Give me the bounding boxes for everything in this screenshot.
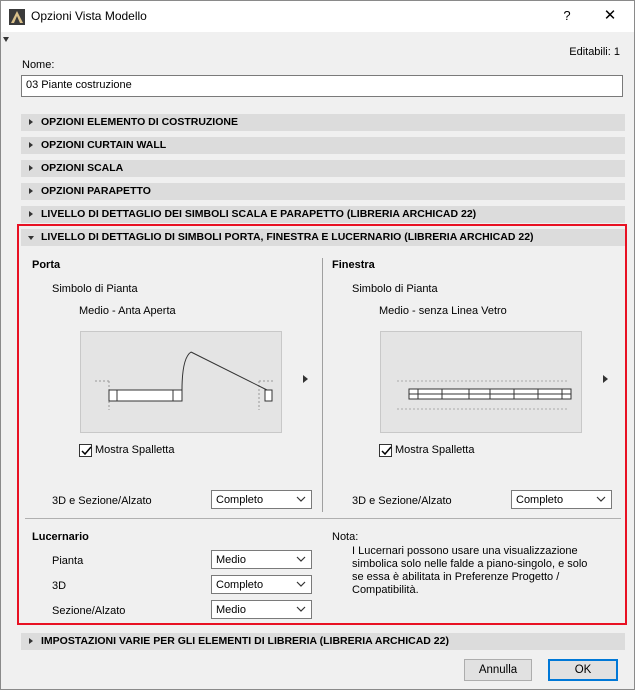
section-opzioni-scala[interactable] (21, 160, 625, 177)
lucernario-pianta-label: Pianta (52, 555, 84, 567)
finestra-next-arrow-icon[interactable] (603, 375, 608, 383)
collapse-arrow-icon (28, 236, 34, 240)
lucernario-sezione-select[interactable] (211, 600, 312, 619)
porta-simbolo-value: Medio - Anta Aperta (79, 305, 176, 317)
nota-label: Nota: (332, 531, 359, 543)
chevron-down-icon (296, 580, 306, 588)
lucernario-pianta-select[interactable] (211, 550, 312, 569)
porta-symbol-preview[interactable] (80, 331, 282, 433)
section-opzioni-elemento[interactable] (21, 114, 625, 131)
cancel-button[interactable]: Annulla (464, 659, 532, 681)
section-opzioni-parapetto[interactable] (21, 183, 625, 200)
section-livello-scala-parapetto[interactable] (21, 206, 625, 223)
porta-mostra-spalletta-label: Mostra Spalletta (95, 444, 175, 456)
chevron-down-icon (296, 555, 306, 563)
name-label: Nome: (22, 59, 55, 71)
door-symbol-icon (81, 332, 283, 434)
checkmark-icon (380, 445, 393, 458)
section-label: LIVELLO DI DETTAGLIO DI SIMBOLI PORTA, FINESTRA E LUCERNARIO (LIBRERIA ARCHICAD 22) (41, 231, 534, 243)
expand-arrow-icon (29, 142, 33, 148)
section-label: OPZIONI SCALA (41, 162, 124, 174)
section-label: IMPOSTAZIONI VARIE PER GLI ELEMENTI DI LIBRERIA (LIBRERIA ARCHICAD 22) (41, 635, 449, 647)
expand-arrow-icon (29, 188, 33, 194)
expand-arrow-icon (29, 119, 33, 125)
lucernario-3d-select[interactable] (211, 575, 312, 594)
section-opzioni-curtain-wall[interactable] (21, 137, 625, 154)
select-value: Medio (216, 554, 246, 566)
finestra-symbol-preview[interactable] (380, 331, 582, 433)
expand-arrow-icon (29, 211, 33, 217)
lucernario-3d-label: 3D (52, 580, 67, 592)
help-button[interactable]: ? (563, 8, 571, 23)
finestra-simbolo-label: Simbolo di Pianta (352, 283, 438, 295)
archicad-app-icon (9, 9, 25, 25)
window-symbol-icon (381, 332, 583, 434)
select-value: Completo (216, 494, 264, 506)
checkmark-icon (80, 445, 93, 458)
chevron-down-icon (296, 495, 306, 503)
nota-text: I Lucernari possono usare una visualizzazione simbolica solo nelle falde a piano-singolo, e solo se essa è abilitata in Preferenze Progetto / Compatibilità. (352, 545, 588, 596)
lucernario-sezione-label: Sezione/Alzato (52, 605, 126, 617)
finestra-simbolo-value: Medio - senza Linea Vetro (379, 305, 507, 317)
dropdown-arrow-icon[interactable] (3, 37, 9, 42)
section-livello-porta-finestra[interactable] (21, 229, 625, 246)
finestra-mostra-spalletta-label: Mostra Spalletta (395, 444, 475, 456)
window-title: Opzioni Vista Modello (31, 9, 147, 23)
section-impostazioni-varie[interactable] (21, 633, 625, 650)
expand-arrow-icon (29, 638, 33, 644)
section-label: LIVELLO DI DETTAGLIO DEI SIMBOLI SCALA E PARAPETTO (LIBRERIA ARCHICAD 22) (41, 208, 477, 220)
title-bar (1, 1, 634, 32)
section-label: OPZIONI CURTAIN WALL (41, 139, 167, 151)
name-input[interactable]: 03 Piante costruzione (21, 75, 623, 97)
porta-title: Porta (32, 259, 61, 271)
porta-simbolo-label: Simbolo di Pianta (52, 283, 138, 295)
section-label: OPZIONI PARAPETTO (41, 185, 151, 197)
editable-count: Editabili: 1 (569, 46, 620, 58)
chevron-down-icon (296, 605, 306, 613)
close-button[interactable]: ✕ (603, 7, 617, 24)
finestra-sezione-select[interactable] (511, 490, 612, 509)
column-divider (322, 258, 323, 512)
select-value: Completo (516, 494, 564, 506)
porta-next-arrow-icon[interactable] (303, 375, 308, 383)
chevron-down-icon (596, 495, 606, 503)
porta-sezione-select[interactable] (211, 490, 312, 509)
ok-button[interactable]: OK (548, 659, 618, 681)
lucernario-title: Lucernario (32, 531, 89, 543)
select-value: Completo (216, 579, 264, 591)
finestra-mostra-spalletta-checkbox[interactable] (379, 444, 392, 457)
expand-arrow-icon (29, 165, 33, 171)
section-label: OPZIONI ELEMENTO DI COSTRUZIONE (41, 116, 238, 128)
porta-mostra-spalletta-checkbox[interactable] (79, 444, 92, 457)
finestra-sezione-label: 3D e Sezione/Alzato (352, 495, 452, 507)
porta-sezione-label: 3D e Sezione/Alzato (52, 495, 152, 507)
section-divider (25, 518, 621, 519)
select-value: Medio (216, 604, 246, 616)
finestra-title: Finestra (332, 259, 375, 271)
